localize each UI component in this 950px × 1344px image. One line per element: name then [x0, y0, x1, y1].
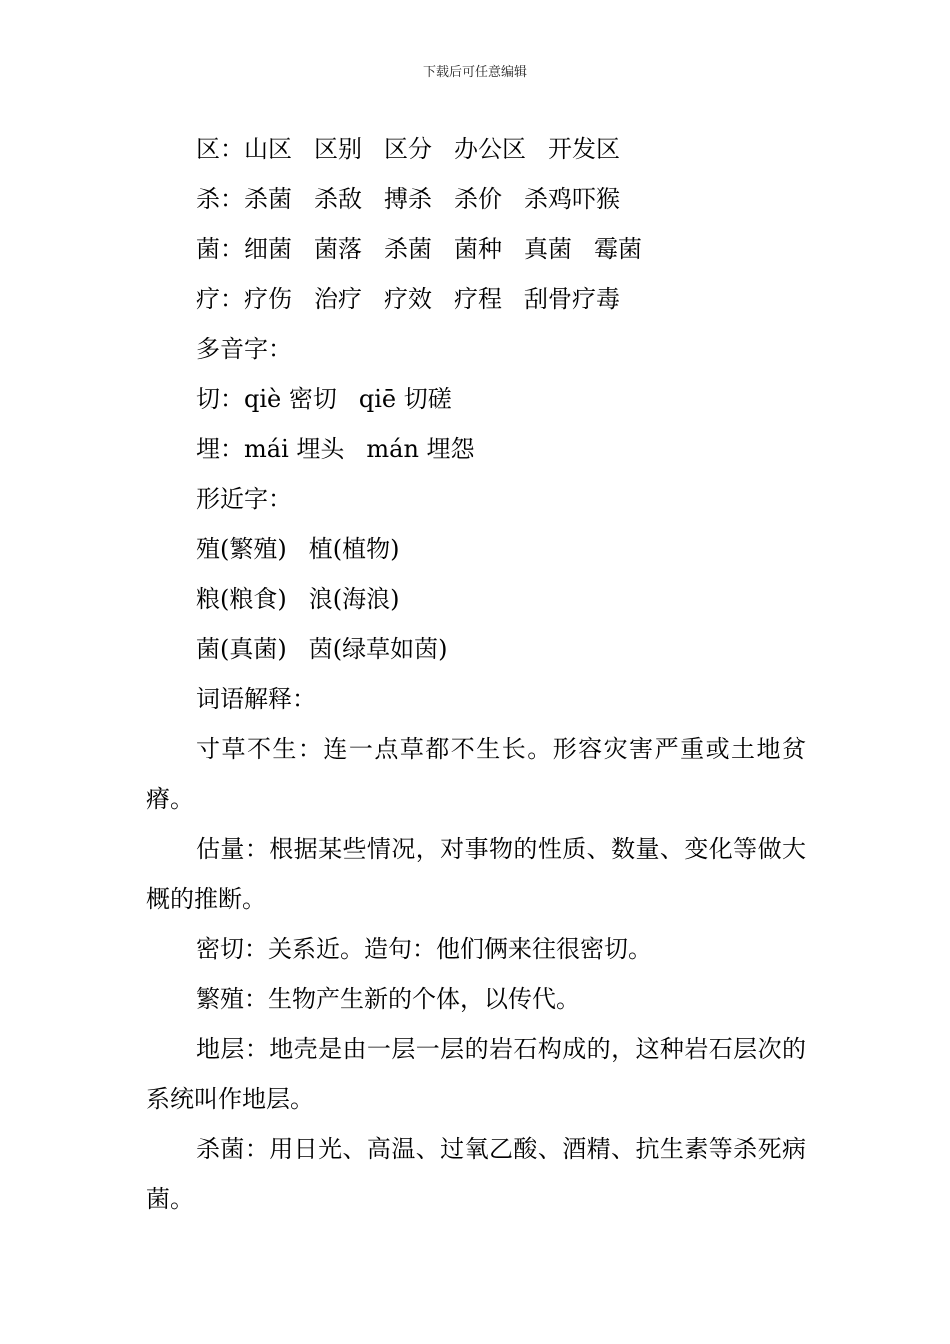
- vocab-term: 真菌: [524, 235, 572, 263]
- section-title-explanations: 词语解释：: [196, 685, 316, 713]
- vocab-head: 疗：: [196, 285, 244, 313]
- section-title-polyphonic: 多音字：: [196, 335, 292, 363]
- polyphonic-term: qiē 切磋: [358, 385, 452, 413]
- similar-term: 菌(真菌): [196, 635, 287, 663]
- polyphonic-head: 埋：: [196, 435, 244, 463]
- vocab-term: 山区: [244, 135, 292, 163]
- vocab-term: 杀菌: [244, 185, 292, 213]
- vocab-term: 治疗: [314, 285, 362, 313]
- explanation-paragraph: 估量：根据某些情况，对事物的性质、数量、变化等做大概的推断。: [146, 835, 806, 913]
- explanation-paragraph: 繁殖：生物产生新的个体，以传代。: [196, 985, 580, 1013]
- document-body: [146, 124, 806, 1224]
- similar-term: 茵(绿草如茵): [308, 635, 448, 663]
- similar-line: [146, 524, 806, 574]
- vocab-line: [146, 224, 806, 274]
- vocab-line: [146, 174, 806, 224]
- vocab-term: 杀敌: [314, 185, 362, 213]
- vocab-term: 杀鸡吓猴: [524, 185, 620, 213]
- page-header: 下载后可任意编辑: [422, 65, 527, 80]
- vocab-line: [146, 274, 806, 324]
- similar-line: [146, 574, 806, 624]
- similar-term: 植(植物): [308, 535, 400, 563]
- vocab-term: 细菌: [244, 235, 292, 263]
- similar-term: 浪(海浪): [308, 585, 400, 613]
- polyphonic-term: mán 埋怨: [366, 435, 475, 463]
- explanation-paragraph: 地层：地壳是由一层一层的岩石构成的，这种岩石层次的系统叫作地层。: [146, 1035, 806, 1113]
- vocab-term: 疗效: [384, 285, 432, 313]
- similar-term: 殖(繁殖): [196, 535, 287, 563]
- explanation-paragraph: 杀菌：用日光、高温、过氧乙酸、酒精、抗生素等杀死病菌。: [146, 1135, 806, 1213]
- vocab-term: 杀价: [454, 185, 502, 213]
- polyphonic-line: [146, 374, 806, 424]
- polyphonic-head: 切：: [196, 385, 244, 413]
- similar-term: 粮(粮食): [196, 585, 287, 613]
- vocab-head: 区：: [196, 135, 244, 163]
- vocab-term: 疗程: [454, 285, 502, 313]
- vocab-head: 菌：: [196, 235, 244, 263]
- explanation-paragraph: 寸草不生：连一点草都不生长。形容灾害严重或土地贫瘠。: [146, 735, 806, 813]
- vocab-term: 菌种: [454, 235, 502, 263]
- explanation-paragraph: 密切：关系近。造句：他们俩来往很密切。: [196, 935, 652, 963]
- similar-line: [146, 624, 806, 674]
- section-title-similar: 形近字：: [196, 485, 292, 513]
- vocab-line: [146, 124, 806, 174]
- vocab-term: 区分: [384, 135, 432, 163]
- vocab-term: 区别: [314, 135, 362, 163]
- polyphonic-term: qiè 密切: [244, 385, 337, 413]
- vocab-term: 刮骨疗毒: [524, 285, 620, 313]
- polyphonic-term: mái 埋头: [244, 435, 345, 463]
- vocab-term: 办公区: [454, 135, 526, 163]
- vocab-term: 霉菌: [594, 235, 642, 263]
- vocab-term: 杀菌: [384, 235, 432, 263]
- vocab-term: 菌落: [314, 235, 362, 263]
- vocab-head: 杀：: [196, 185, 244, 213]
- vocab-term: 开发区: [548, 135, 620, 163]
- vocab-term: 疗伤: [244, 285, 292, 313]
- polyphonic-line: [146, 424, 806, 474]
- vocab-term: 搏杀: [384, 185, 432, 213]
